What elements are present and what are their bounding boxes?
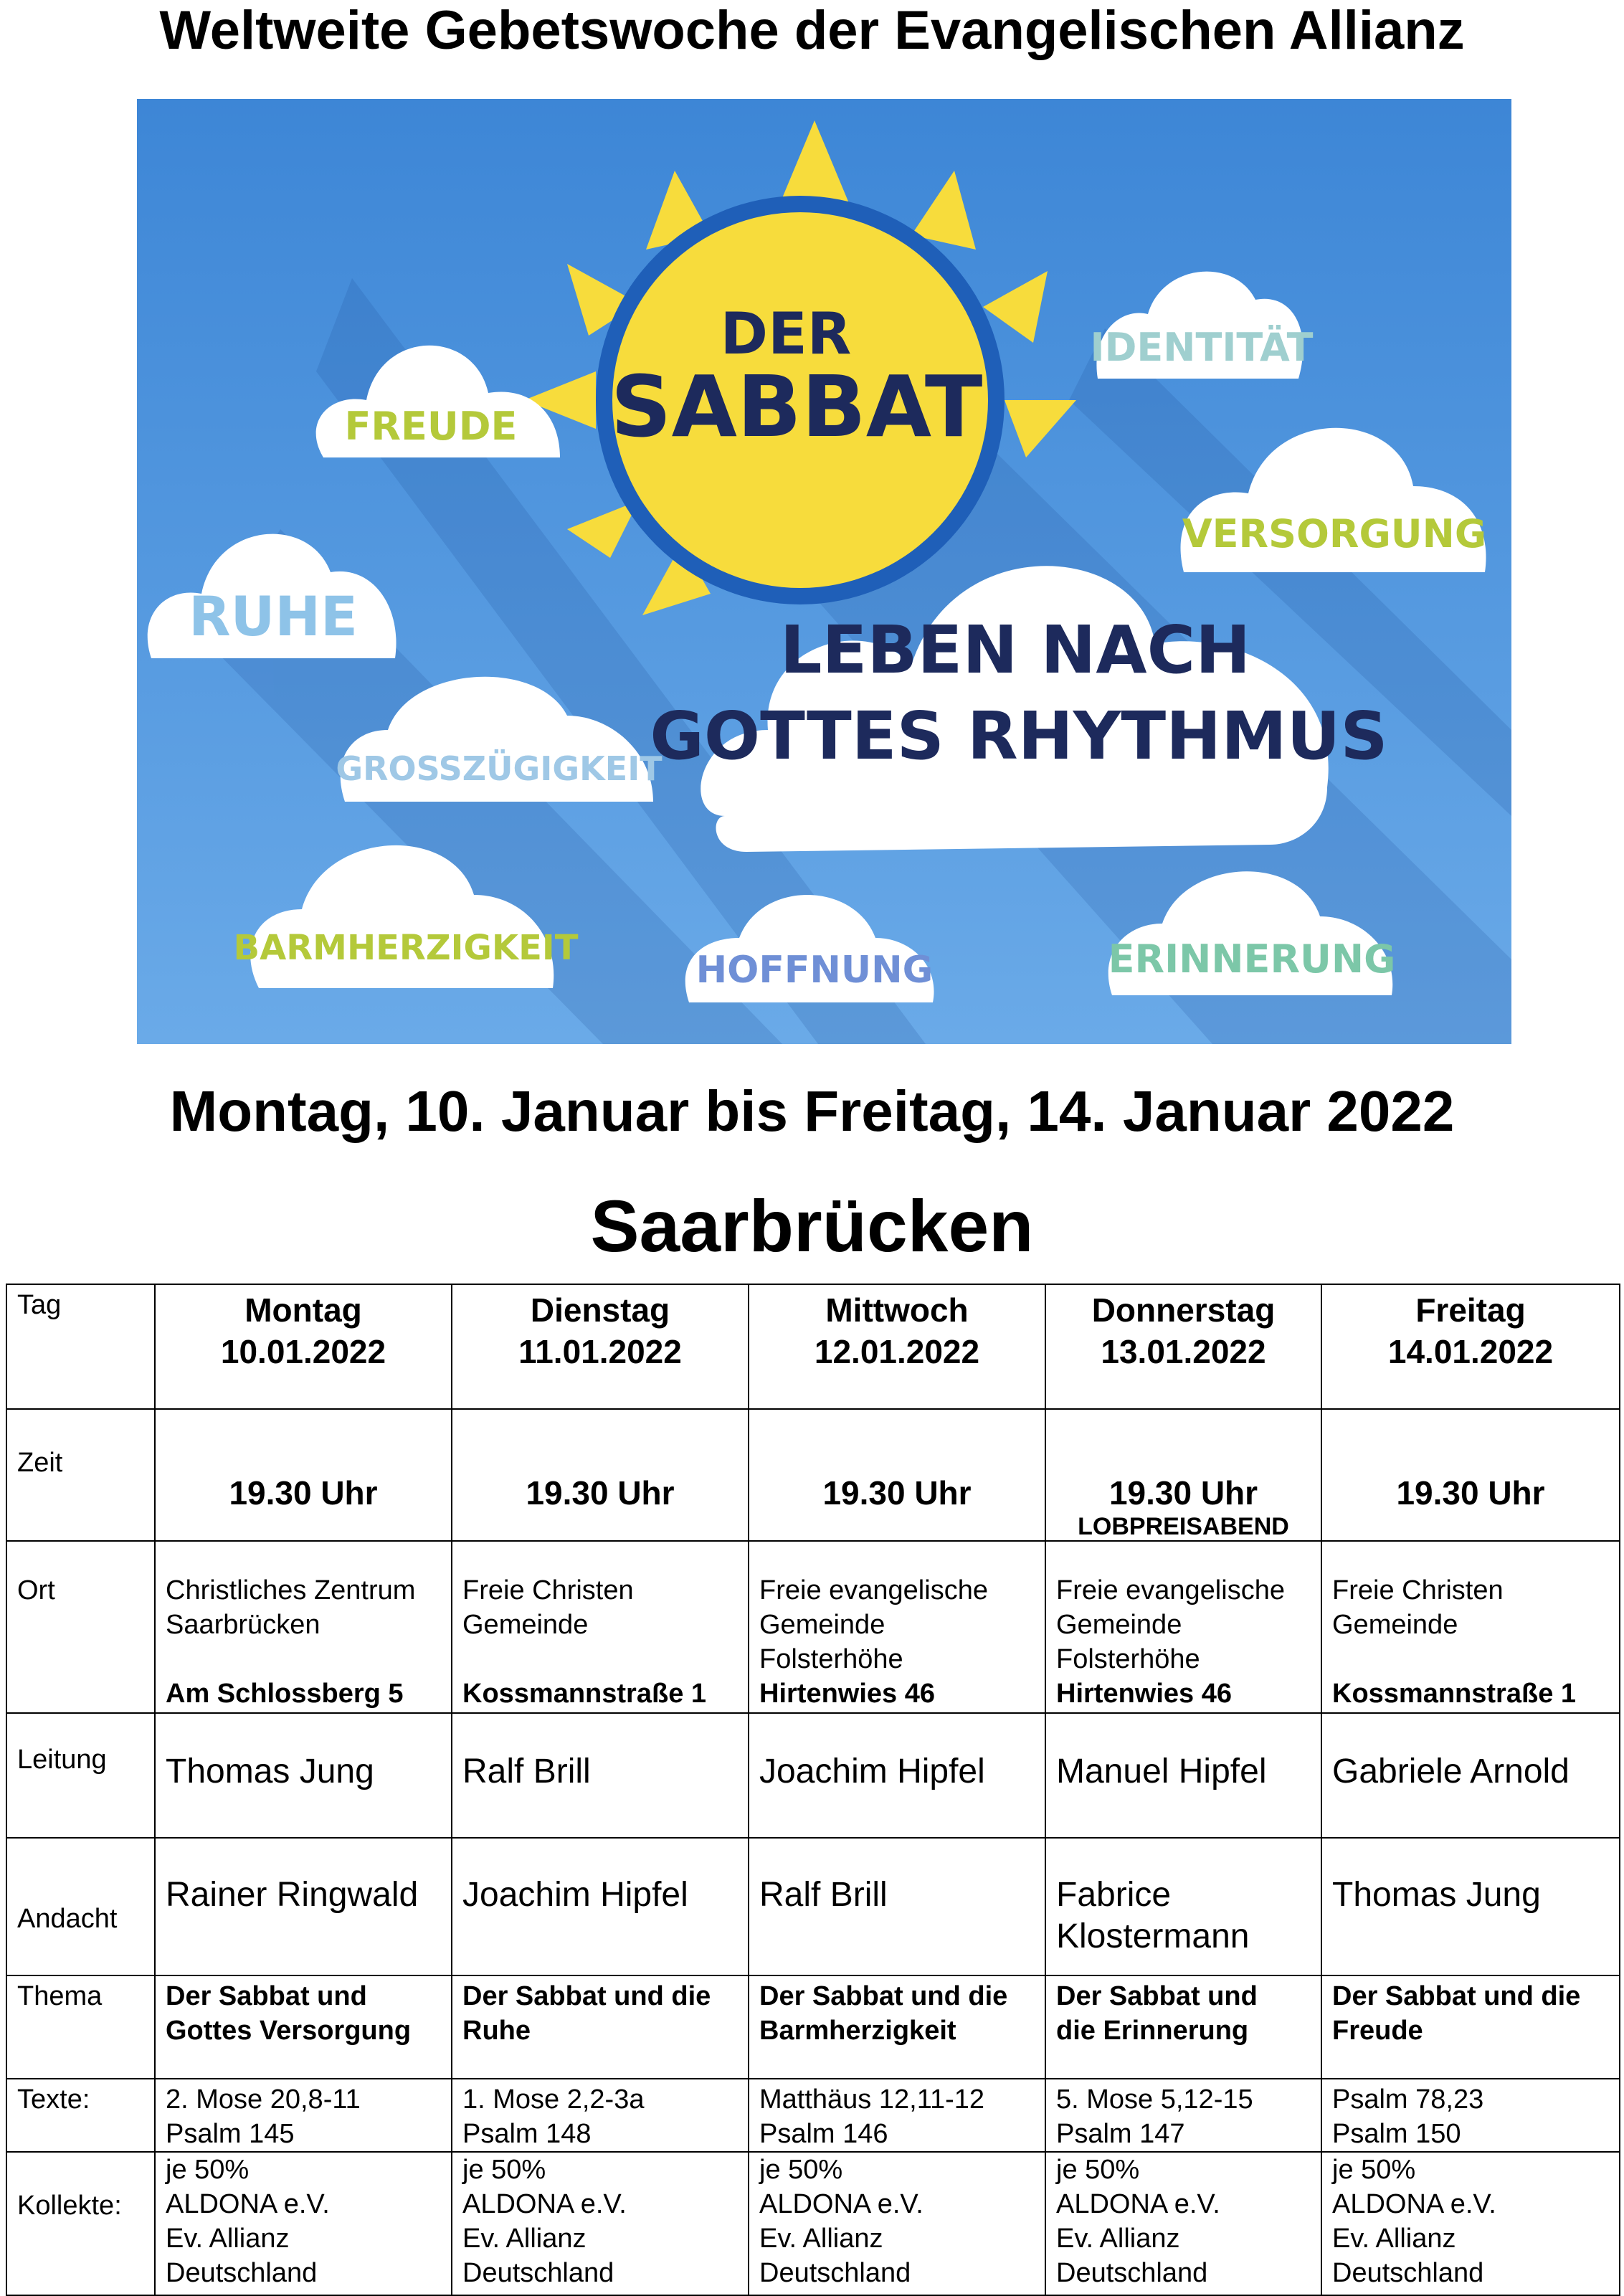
main-cloud-line1: LEBEN NACH xyxy=(779,612,1251,688)
time-value: 19.30 Uhr xyxy=(229,1474,378,1512)
kollekte-line: Deutschland xyxy=(759,2258,911,2288)
place-line: Freie Christen xyxy=(1332,1575,1504,1605)
text-ref: Psalm 145 xyxy=(166,2119,295,2149)
day-name: Donnerstag xyxy=(1091,1291,1276,1329)
poster-image xyxy=(137,99,1511,1044)
andacht-name: Joachim Hipfel xyxy=(462,1876,688,1914)
address: Am Schlossberg 5 xyxy=(166,1679,404,1709)
label-tag: Tag xyxy=(17,1290,62,1320)
row-kollekte xyxy=(6,2152,1620,2295)
kollekte-line: je 50% xyxy=(1056,2155,1140,2185)
place-line: Freie evangelische xyxy=(759,1575,988,1605)
svg-text:HOFFNUNG: HOFFNUNG xyxy=(695,949,934,992)
thema-line: Freude xyxy=(1332,2016,1423,2046)
svg-text:FREUDE: FREUDE xyxy=(344,404,518,449)
andacht-name: Rainer Ringwald xyxy=(166,1876,419,1914)
kollekte-line: Deutschland xyxy=(1332,2258,1484,2288)
kollekte-line: Ev. Allianz xyxy=(1332,2224,1456,2254)
text-ref: Psalm 150 xyxy=(1332,2119,1461,2149)
place-line: Gemeinde xyxy=(759,1610,885,1640)
schedule-table xyxy=(6,1284,1620,2296)
page-title: Weltweite Gebetswoche der Evangelischen Allianz xyxy=(159,0,1465,61)
kollekte-line: je 50% xyxy=(462,2155,546,2185)
address: Kossmannstraße 1 xyxy=(462,1679,707,1709)
kollekte-line: Ev. Allianz xyxy=(1056,2224,1180,2254)
kollekte-line: je 50% xyxy=(166,2155,250,2185)
text-ref: Psalm 147 xyxy=(1056,2119,1185,2149)
day-name: Freitag xyxy=(1415,1291,1526,1329)
kollekte-line: Ev. Allianz xyxy=(759,2224,883,2254)
label-thema: Thema xyxy=(17,1981,103,2011)
text-ref: Psalm 148 xyxy=(462,2119,592,2149)
row-leitung xyxy=(6,1713,1620,1838)
svg-text:GROSSZÜGIGKEIT: GROSSZÜGIGKEIT xyxy=(336,749,663,788)
label-andacht: Andacht xyxy=(17,1904,118,1934)
thema-line: Der Sabbat und die xyxy=(462,1981,711,2011)
place-line: Gemeinde xyxy=(1056,1610,1182,1640)
row-thema xyxy=(6,1975,1620,2079)
address: Kossmannstraße 1 xyxy=(1332,1679,1577,1709)
leitung-name: Manuel Hipfel xyxy=(1056,1752,1267,1790)
kollekte-line: Deutschland xyxy=(1056,2258,1208,2288)
text-ref: Psalm 146 xyxy=(759,2119,888,2149)
thema-line: Barmherzigkeit xyxy=(759,2016,956,2046)
thema-line: die Erinnerung xyxy=(1056,2016,1249,2046)
place-line: Folsterhöhe xyxy=(759,1644,903,1674)
main-cloud-line2: GOTTES RHYTHMUS xyxy=(650,698,1388,774)
place-line: Gemeinde xyxy=(462,1610,589,1640)
label-kollekte: Kollekte: xyxy=(17,2191,122,2221)
day-date: 12.01.2022 xyxy=(814,1333,980,1370)
text-ref: 5. Mose 5,12-15 xyxy=(1056,2084,1253,2115)
kollekte-line: je 50% xyxy=(759,2155,843,2185)
thema-line: Der Sabbat und xyxy=(1056,1981,1258,2011)
place-line: Gemeinde xyxy=(1332,1610,1458,1640)
day-date: 13.01.2022 xyxy=(1101,1333,1266,1370)
thema-line: Der Sabbat und die xyxy=(1332,1981,1581,2011)
day-name: Mittwoch xyxy=(825,1291,969,1329)
place-line xyxy=(462,1642,742,1676)
kollekte-line: Ev. Allianz xyxy=(462,2224,587,2254)
row-zeit xyxy=(6,1409,1620,1541)
text-ref: Matthäus 12,11-12 xyxy=(759,2084,985,2115)
kollekte-line: ALDONA e.V. xyxy=(166,2189,330,2219)
time-value: 19.30 Uhr xyxy=(1108,1474,1258,1512)
place-line: Freie evangelische xyxy=(1056,1575,1285,1605)
text-ref: 2. Mose 20,8-11 xyxy=(166,2084,361,2115)
time-value: 19.30 Uhr xyxy=(822,1474,972,1512)
place-line: Freie Christen xyxy=(462,1575,634,1605)
sun-text-der: DER xyxy=(720,300,852,367)
label-texte: Texte: xyxy=(17,2084,90,2115)
day-date: 14.01.2022 xyxy=(1387,1333,1554,1370)
date-range: Montag, 10. Januar bis Freitag, 14. Januar 2022 xyxy=(169,1079,1455,1143)
day-date: 11.01.2022 xyxy=(518,1333,682,1370)
kollekte-line: Deutschland xyxy=(462,2258,614,2288)
day-date: 10.01.2022 xyxy=(220,1333,386,1370)
time-value: 19.30 Uhr xyxy=(526,1474,675,1512)
address: Hirtenwies 46 xyxy=(759,1679,935,1709)
day-name: Dienstag xyxy=(530,1291,670,1329)
thema-line: Ruhe xyxy=(462,2016,531,2046)
kollekte-line: ALDONA e.V. xyxy=(1056,2189,1220,2219)
label-ort: Ort xyxy=(17,1575,55,1605)
row-ort xyxy=(6,1541,1620,1713)
row-andacht xyxy=(6,1838,1620,1975)
andacht-name: Thomas Jung xyxy=(1332,1876,1541,1914)
label-leitung: Leitung xyxy=(17,1745,107,1775)
city-heading: Saarbrücken xyxy=(590,1185,1034,1267)
place-line xyxy=(1332,1642,1613,1676)
leitung-name: Thomas Jung xyxy=(166,1752,374,1790)
place-line: Folsterhöhe xyxy=(1056,1644,1200,1674)
thema-line: Der Sabbat und xyxy=(166,1981,367,2011)
svg-text:ERINNERUNG: ERINNERUNG xyxy=(1108,936,1396,982)
thema-line: Gottes Versorgung xyxy=(166,2016,412,2046)
leitung-name: Joachim Hipfel xyxy=(759,1752,985,1790)
kollekte-line: Ev. Allianz xyxy=(166,2224,290,2254)
place-line xyxy=(166,1642,445,1676)
text-ref: 1. Mose 2,2-3a xyxy=(462,2084,645,2115)
text-ref: Psalm 78,23 xyxy=(1332,2084,1484,2115)
kollekte-line: ALDONA e.V. xyxy=(462,2189,627,2219)
place-line: Saarbrücken xyxy=(166,1610,320,1640)
sun-text-sabbat: SABBAT xyxy=(610,357,983,456)
andacht-name: Fabrice xyxy=(1056,1876,1172,1914)
andacht-name: Klostermann xyxy=(1056,1917,1250,1955)
kollekte-line: ALDONA e.V. xyxy=(759,2189,923,2219)
svg-text:BARMHERZIGKEIT: BARMHERZIGKEIT xyxy=(233,928,579,968)
time-value: 19.30 Uhr xyxy=(1396,1474,1545,1512)
row-tag xyxy=(6,1284,1620,1409)
leitung-name: Ralf Brill xyxy=(462,1752,591,1790)
svg-text:IDENTITÄT: IDENTITÄT xyxy=(1090,325,1314,370)
address: Hirtenwies 46 xyxy=(1056,1679,1232,1709)
thema-line: Der Sabbat und die xyxy=(759,1981,1008,2011)
kollekte-line: ALDONA e.V. xyxy=(1332,2189,1496,2219)
svg-text:VERSORGUNG: VERSORGUNG xyxy=(1182,511,1487,556)
label-zeit: Zeit xyxy=(17,1448,63,1478)
andacht-name: Ralf Brill xyxy=(759,1876,888,1914)
place-line: Christliches Zentrum xyxy=(166,1575,416,1605)
time-note: LOBPREISABEND xyxy=(1078,1513,1289,1540)
row-texte xyxy=(6,2079,1620,2152)
kollekte-line: Deutschland xyxy=(166,2258,318,2288)
kollekte-line: je 50% xyxy=(1332,2155,1416,2185)
leitung-name: Gabriele Arnold xyxy=(1332,1752,1570,1790)
svg-text:RUHE: RUHE xyxy=(189,584,358,648)
day-name: Montag xyxy=(244,1291,362,1329)
